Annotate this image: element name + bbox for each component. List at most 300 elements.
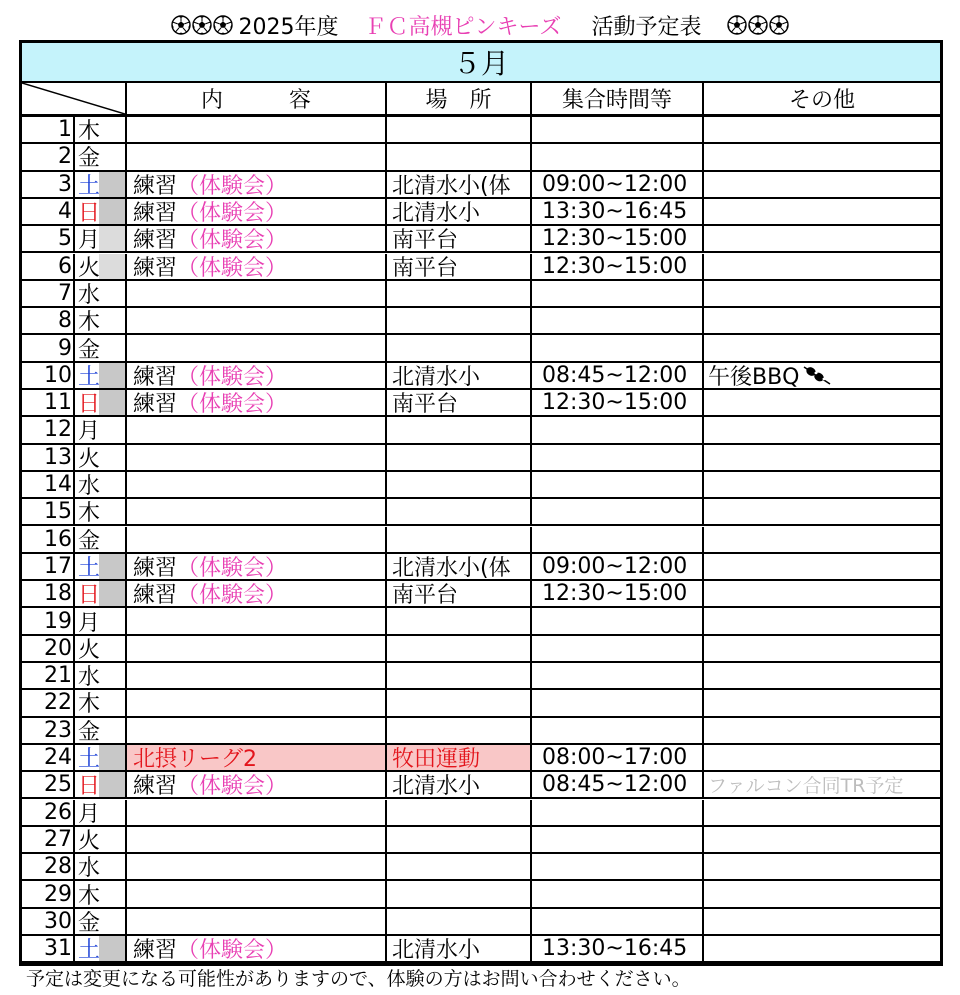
table-row bbox=[22, 745, 940, 772]
content-cell bbox=[125, 172, 385, 197]
other-cell bbox=[702, 554, 940, 579]
day-cell bbox=[22, 226, 73, 251]
weekday-label: 金 bbox=[77, 528, 100, 552]
weekday-cell bbox=[73, 226, 125, 251]
place-label: 南平台 bbox=[392, 228, 459, 252]
weekday-label: 火 bbox=[77, 637, 100, 661]
day-cell bbox=[22, 363, 73, 388]
day-cell bbox=[22, 281, 73, 306]
time-cell bbox=[530, 827, 702, 852]
time-cell bbox=[530, 363, 702, 388]
weekday-label: 日 bbox=[77, 583, 100, 607]
place-cell bbox=[385, 445, 530, 470]
content-cell bbox=[125, 936, 385, 961]
header-place: 場 所 bbox=[385, 83, 530, 114]
day-cell bbox=[22, 554, 73, 579]
content-cell bbox=[125, 363, 385, 388]
other-cell bbox=[702, 363, 940, 388]
activity-label: 練習 bbox=[133, 201, 178, 225]
weekday-cell bbox=[73, 254, 125, 279]
weekday-label: 火 bbox=[77, 255, 100, 279]
day-cell bbox=[22, 117, 73, 142]
trial-note: （体験会） bbox=[177, 392, 288, 416]
weekday-label: 金 bbox=[77, 337, 100, 361]
time-cell bbox=[530, 308, 702, 333]
day-cell bbox=[22, 881, 73, 906]
day-cell bbox=[22, 800, 73, 825]
activity-label: 練習 bbox=[133, 583, 178, 607]
day-number: 14 bbox=[44, 472, 72, 498]
trial-note: （体験会） bbox=[177, 583, 288, 607]
day-cell bbox=[22, 172, 73, 197]
soccer-ball-icon bbox=[769, 15, 789, 35]
time-cell bbox=[530, 199, 702, 224]
other-cell bbox=[702, 827, 940, 852]
day-number: 13 bbox=[44, 444, 72, 470]
page-title bbox=[0, 8, 960, 42]
other-cell bbox=[702, 800, 940, 825]
time-cell bbox=[530, 281, 702, 306]
weekday-cell bbox=[73, 636, 125, 661]
place-label: 南平台 bbox=[392, 583, 459, 607]
weekday-label: 火 bbox=[77, 828, 100, 853]
event-label: 北摂リーグ2 bbox=[133, 747, 257, 771]
place-label: 北清水小 bbox=[392, 774, 481, 798]
other-cell bbox=[702, 335, 940, 360]
place-cell bbox=[385, 663, 530, 688]
place-cell bbox=[385, 581, 530, 606]
table-row bbox=[22, 254, 940, 281]
trial-note: （体験会） bbox=[177, 555, 288, 580]
weekday-cell bbox=[73, 800, 125, 825]
weekday-cell bbox=[73, 363, 125, 388]
time-cell bbox=[530, 472, 702, 497]
weekday-label: 金 bbox=[77, 146, 100, 170]
table-row bbox=[22, 608, 940, 635]
content-cell bbox=[125, 800, 385, 825]
soccer-ball-icon bbox=[727, 15, 747, 35]
day-number: 24 bbox=[44, 745, 72, 771]
content-cell bbox=[125, 690, 385, 715]
soccer-ball-icon bbox=[748, 15, 768, 35]
time-label: 08:45~12:00 bbox=[542, 362, 688, 388]
weekday-label: 木 bbox=[77, 310, 100, 334]
table-row bbox=[22, 527, 940, 554]
other-cell bbox=[702, 308, 940, 333]
place-label: 北清水小 bbox=[392, 364, 481, 388]
content-cell bbox=[125, 308, 385, 333]
weekday-cell bbox=[73, 335, 125, 360]
day-number: 8 bbox=[58, 308, 72, 334]
day-number: 22 bbox=[44, 690, 72, 716]
content-cell bbox=[125, 554, 385, 579]
day-cell bbox=[22, 854, 73, 879]
time-cell bbox=[530, 718, 702, 743]
weekday-label: 水 bbox=[77, 474, 100, 498]
weekday-cell bbox=[73, 172, 125, 197]
table-row bbox=[22, 390, 940, 417]
table-row bbox=[22, 581, 940, 608]
time-label: 09:00~12:00 bbox=[542, 171, 688, 197]
trial-note: （体験会） bbox=[177, 173, 288, 197]
other-cell bbox=[702, 499, 940, 524]
other-cell bbox=[702, 663, 940, 688]
header-content: 内 容 bbox=[125, 83, 385, 114]
table-row bbox=[22, 335, 940, 362]
title-right-balls bbox=[727, 15, 789, 35]
other-cell bbox=[702, 636, 940, 661]
time-cell bbox=[530, 854, 702, 879]
day-number: 4 bbox=[58, 199, 72, 225]
day-number: 6 bbox=[58, 253, 72, 279]
time-label: 12:30~15:00 bbox=[542, 253, 688, 279]
weekday-cell bbox=[73, 281, 125, 306]
weekday-cell bbox=[73, 527, 125, 552]
soccer-ball-icon bbox=[171, 15, 191, 35]
content-cell bbox=[125, 636, 385, 661]
day-cell bbox=[22, 527, 73, 552]
weekday-label: 水 bbox=[77, 856, 100, 880]
table-row bbox=[22, 854, 940, 881]
day-number: 30 bbox=[44, 908, 72, 934]
table-row bbox=[22, 663, 940, 690]
weekday-cell bbox=[73, 663, 125, 688]
weekday-label: 日 bbox=[77, 774, 100, 798]
day-cell bbox=[22, 417, 73, 442]
place-label: 牧田運動 bbox=[392, 747, 481, 771]
place-cell bbox=[385, 335, 530, 360]
day-number: 17 bbox=[44, 553, 72, 579]
weekday-cell bbox=[73, 827, 125, 852]
trial-note: （体験会） bbox=[177, 201, 288, 225]
place-cell bbox=[385, 854, 530, 879]
day-number: 15 bbox=[44, 499, 72, 525]
content-cell bbox=[125, 718, 385, 743]
other-cell bbox=[702, 472, 940, 497]
trial-note: （体験会） bbox=[177, 255, 288, 279]
weekday-label: 土 bbox=[77, 938, 100, 962]
other-cell bbox=[702, 936, 940, 961]
weekday-cell bbox=[73, 854, 125, 879]
weekday-cell bbox=[73, 499, 125, 524]
day-cell bbox=[22, 144, 73, 169]
day-number: 3 bbox=[58, 171, 72, 197]
place-cell bbox=[385, 800, 530, 825]
time-cell bbox=[530, 226, 702, 251]
weekday-label: 土 bbox=[77, 747, 100, 771]
place-cell bbox=[385, 254, 530, 279]
content-cell bbox=[125, 254, 385, 279]
day-cell bbox=[22, 199, 73, 224]
activity-label: 練習 bbox=[133, 392, 178, 416]
weekday-label: 木 bbox=[77, 883, 100, 907]
day-cell bbox=[22, 909, 73, 934]
day-cell bbox=[22, 335, 73, 360]
weekday-label: 土 bbox=[77, 555, 100, 580]
content-cell bbox=[125, 909, 385, 934]
weekday-cell bbox=[73, 881, 125, 906]
day-number: 27 bbox=[44, 826, 72, 852]
content-cell bbox=[125, 745, 385, 770]
content-cell bbox=[125, 854, 385, 879]
other-cell bbox=[702, 226, 940, 251]
trial-note: （体験会） bbox=[177, 774, 288, 798]
diagonal-header-cell bbox=[22, 83, 125, 114]
activity-label: 練習 bbox=[133, 555, 178, 580]
weekday-cell bbox=[73, 581, 125, 606]
table-row bbox=[22, 827, 940, 854]
time-cell bbox=[530, 690, 702, 715]
other-cell bbox=[702, 172, 940, 197]
content-cell bbox=[125, 281, 385, 306]
table-row bbox=[22, 417, 940, 444]
other-cell bbox=[702, 445, 940, 470]
activity-label: 練習 bbox=[133, 255, 178, 279]
content-cell bbox=[125, 117, 385, 142]
table-row bbox=[22, 554, 940, 581]
other-cell bbox=[702, 117, 940, 142]
content-cell bbox=[125, 199, 385, 224]
content-cell bbox=[125, 581, 385, 606]
bbq-icon bbox=[802, 364, 832, 386]
column-header-row bbox=[22, 83, 940, 117]
time-cell bbox=[530, 909, 702, 934]
day-cell bbox=[22, 499, 73, 524]
place-label: 北清水小 bbox=[392, 201, 481, 225]
weekday-cell bbox=[73, 718, 125, 743]
other-cell bbox=[702, 527, 940, 552]
time-label: 13:30~16:45 bbox=[542, 936, 688, 962]
day-cell bbox=[22, 254, 73, 279]
time-cell bbox=[530, 772, 702, 797]
table-row bbox=[22, 636, 940, 663]
trial-note: （体験会） bbox=[177, 938, 288, 962]
other-cell bbox=[702, 690, 940, 715]
table-row bbox=[22, 172, 940, 199]
place-label: 北清水小(体 bbox=[392, 555, 511, 580]
content-cell bbox=[125, 827, 385, 852]
trial-note: （体験会） bbox=[177, 364, 288, 388]
place-cell bbox=[385, 172, 530, 197]
time-label: 12:30~15:00 bbox=[542, 226, 688, 252]
place-cell bbox=[385, 390, 530, 415]
weekday-cell bbox=[73, 554, 125, 579]
content-cell bbox=[125, 527, 385, 552]
weekday-label: 土 bbox=[77, 364, 100, 388]
content-cell bbox=[125, 608, 385, 633]
time-label: 08:00~17:00 bbox=[542, 745, 688, 771]
place-cell bbox=[385, 363, 530, 388]
activity-label: 練習 bbox=[133, 774, 178, 798]
content-cell bbox=[125, 663, 385, 688]
table-row bbox=[22, 117, 940, 144]
table-row bbox=[22, 445, 940, 472]
place-cell bbox=[385, 281, 530, 306]
day-number: 28 bbox=[44, 854, 72, 880]
place-label: 北清水小 bbox=[392, 938, 481, 962]
other-cell bbox=[702, 608, 940, 633]
day-cell bbox=[22, 772, 73, 797]
soccer-ball-icon bbox=[192, 15, 212, 35]
month-header: ５月 bbox=[22, 43, 940, 83]
day-number: 7 bbox=[58, 280, 72, 306]
place-cell bbox=[385, 499, 530, 524]
place-cell bbox=[385, 417, 530, 442]
day-number: 12 bbox=[44, 417, 72, 443]
place-cell bbox=[385, 527, 530, 552]
other-cell bbox=[702, 745, 940, 770]
place-cell bbox=[385, 308, 530, 333]
place-cell bbox=[385, 772, 530, 797]
table-row bbox=[22, 281, 940, 308]
place-cell bbox=[385, 690, 530, 715]
time-cell bbox=[530, 608, 702, 633]
day-number: 31 bbox=[44, 936, 72, 962]
other-cell bbox=[702, 390, 940, 415]
time-cell bbox=[530, 117, 702, 142]
content-cell bbox=[125, 417, 385, 442]
day-cell bbox=[22, 581, 73, 606]
weekday-cell bbox=[73, 144, 125, 169]
time-label: 12:30~15:00 bbox=[542, 390, 688, 416]
time-cell bbox=[530, 254, 702, 279]
title-team: ＦＣ高槻ピンキーズ bbox=[364, 14, 562, 40]
weekday-label: 月 bbox=[77, 801, 100, 825]
content-cell bbox=[125, 390, 385, 415]
table-row bbox=[22, 363, 940, 390]
other-label: 午後BBQ bbox=[708, 364, 800, 388]
time-cell bbox=[530, 499, 702, 524]
time-label: 12:30~15:00 bbox=[542, 581, 688, 607]
place-cell bbox=[385, 472, 530, 497]
place-cell bbox=[385, 144, 530, 169]
time-label: 09:00~12:00 bbox=[542, 553, 688, 579]
day-number: 21 bbox=[44, 663, 72, 689]
time-cell bbox=[530, 745, 702, 770]
day-cell bbox=[22, 636, 73, 661]
day-number: 16 bbox=[44, 526, 72, 552]
day-cell bbox=[22, 690, 73, 715]
day-cell bbox=[22, 827, 73, 852]
time-cell bbox=[530, 335, 702, 360]
other-cell bbox=[702, 144, 940, 169]
other-cell bbox=[702, 718, 940, 743]
table-row bbox=[22, 308, 940, 335]
day-cell bbox=[22, 608, 73, 633]
weekday-cell bbox=[73, 690, 125, 715]
title-year: 2025年度 bbox=[238, 14, 339, 40]
place-cell bbox=[385, 936, 530, 961]
weekday-label: 木 bbox=[77, 119, 100, 143]
time-cell bbox=[530, 554, 702, 579]
header-other: その他 bbox=[702, 83, 940, 114]
weekday-label: 木 bbox=[77, 501, 100, 525]
table-row bbox=[22, 226, 940, 253]
other-cell bbox=[702, 254, 940, 279]
weekday-cell bbox=[73, 745, 125, 770]
day-number: 29 bbox=[44, 881, 72, 907]
time-cell bbox=[530, 445, 702, 470]
activity-label: 練習 bbox=[133, 364, 178, 388]
table-row bbox=[22, 909, 940, 936]
weekday-label: 水 bbox=[77, 665, 100, 689]
table-row bbox=[22, 690, 940, 717]
table-row bbox=[22, 772, 940, 799]
content-cell bbox=[125, 499, 385, 524]
content-cell bbox=[125, 772, 385, 797]
other-cell bbox=[702, 772, 940, 797]
day-number: 1 bbox=[58, 117, 72, 143]
time-cell bbox=[530, 172, 702, 197]
weekday-label: 日 bbox=[77, 201, 100, 225]
other-cell bbox=[702, 199, 940, 224]
table-row bbox=[22, 499, 940, 526]
weekday-cell bbox=[73, 199, 125, 224]
day-number: 25 bbox=[44, 772, 72, 798]
day-cell bbox=[22, 390, 73, 415]
place-cell bbox=[385, 745, 530, 770]
table-row bbox=[22, 800, 940, 827]
time-cell bbox=[530, 636, 702, 661]
weekday-cell bbox=[73, 936, 125, 961]
weekday-cell bbox=[73, 417, 125, 442]
other-cell bbox=[702, 281, 940, 306]
day-cell bbox=[22, 936, 73, 961]
time-label: 13:30~16:45 bbox=[542, 199, 688, 225]
weekday-cell bbox=[73, 117, 125, 142]
time-cell bbox=[530, 527, 702, 552]
weekday-cell bbox=[73, 772, 125, 797]
schedule-table bbox=[19, 40, 943, 966]
time-cell bbox=[530, 581, 702, 606]
other-cell bbox=[702, 417, 940, 442]
title-schedule: 活動予定表 bbox=[591, 14, 702, 40]
day-cell bbox=[22, 718, 73, 743]
place-label: 北清水小(体 bbox=[392, 173, 511, 197]
weekday-cell bbox=[73, 909, 125, 934]
time-cell bbox=[530, 800, 702, 825]
table-row bbox=[22, 472, 940, 499]
place-cell bbox=[385, 199, 530, 224]
day-cell bbox=[22, 745, 73, 770]
weekday-label: 木 bbox=[77, 692, 100, 716]
footer-note: 予定は変更になる可能性がありますので、体験の方はお問い合わせください。 bbox=[26, 968, 691, 990]
content-cell bbox=[125, 472, 385, 497]
weekday-label: 金 bbox=[77, 719, 100, 743]
trial-note: （体験会） bbox=[177, 228, 288, 252]
activity-label: 練習 bbox=[133, 173, 178, 197]
day-number: 10 bbox=[44, 362, 72, 388]
weekday-label: 日 bbox=[77, 392, 100, 416]
weekday-label: 月 bbox=[77, 419, 100, 443]
place-cell bbox=[385, 117, 530, 142]
table-row bbox=[22, 881, 940, 908]
content-cell bbox=[125, 335, 385, 360]
other-cell bbox=[702, 881, 940, 906]
day-cell bbox=[22, 472, 73, 497]
time-label: 08:45~12:00 bbox=[542, 772, 688, 798]
time-cell bbox=[530, 390, 702, 415]
soccer-ball-icon bbox=[213, 15, 233, 35]
weekday-label: 火 bbox=[77, 446, 100, 470]
weekday-cell bbox=[73, 608, 125, 633]
table-row bbox=[22, 718, 940, 745]
day-cell bbox=[22, 663, 73, 688]
other-cell bbox=[702, 581, 940, 606]
weekday-cell bbox=[73, 308, 125, 333]
day-cell bbox=[22, 445, 73, 470]
header-time: 集合時間等 bbox=[530, 83, 702, 114]
